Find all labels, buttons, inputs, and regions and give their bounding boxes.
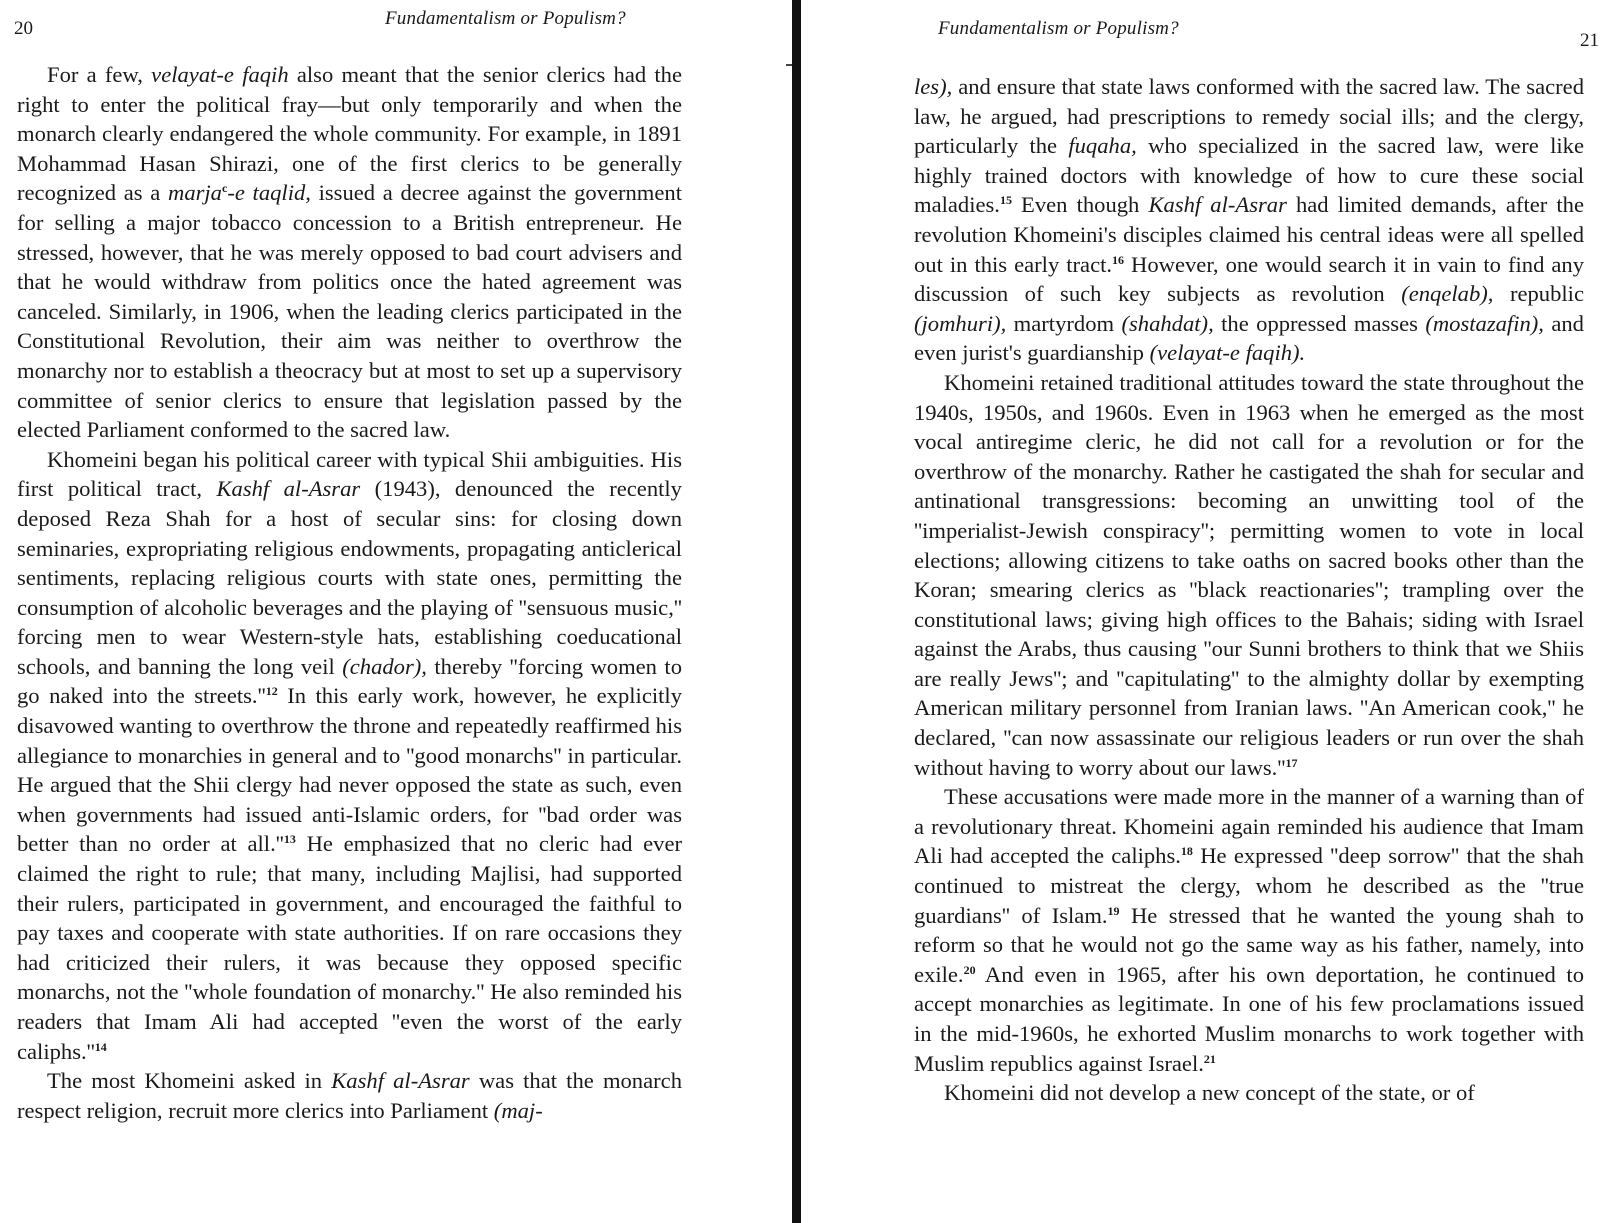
text-run: The most Khomeini asked in (47, 1068, 332, 1094)
text-run: and even jurist's guardianship (914, 310, 1584, 366)
italic-text: fuqaha, (1068, 133, 1137, 159)
text-run: also meant that the senior clerics had the right to enter the political fray—but only temporarily and when the monarch clearly endangered the whole community. For example, in 1891 Mohammad Hasan Shirazi, one of the first clerics to be generally recognized as a (17, 62, 682, 206)
italic-text: les), (914, 74, 953, 99)
italic-text: Kashf al-Asrar (216, 476, 361, 502)
italic-text: (velayat-e faqih). (1149, 340, 1306, 366)
paragraph (914, 1078, 1584, 1108)
footnote-ref: 20 (963, 962, 976, 977)
running-head: Fundamentalism or Populism? (938, 18, 1179, 39)
footnote-ref: 18 (1180, 844, 1193, 859)
text-run: Khomeini retained traditional attitudes toward the state throughout the 1940s, 1950s, and 1960s. Even in 1963 when he emerged as the most vocal antiregime cleric, he did not call for a revolution or for the overthrow of the monarchy. Rather he castigated the shah for secular and antinational transgressions: becoming an unwitting tool of the ''imperialist-Jewish conspiracy''; permitting women to vote in local elections; allowing citizens to take oaths on sacred books other than the Koran; smearing clerics as ''black reactionaries''; trampling over the constitutional laws; giving high offices to the Bahais; siding with Israel against the Arabs, thus causing ''our Sunni brothers to think that we Shiis are really Jews''; and ''capitulating'' to the almighty dollar by exempting American military personnel from Iranian laws. ''An American cook,'' he declared, ''can now assassinate our religious leaders or run over the shah without having to worry about our laws.'' (914, 369, 1584, 780)
text-run: Even though (1011, 192, 1149, 218)
footnote-ref: 13 (283, 832, 296, 847)
italic-text: -e taqlid, (227, 180, 311, 206)
italic-text: velayat-e faqih (151, 62, 289, 87)
footnote-ref: 12 (265, 684, 278, 699)
italic-text: (enqelab), (1401, 281, 1494, 307)
text-run: In this early work, however, he explicitly disavowed wanting to overthrow the throne and repeatedly reaffirmed his allegiance to monarchies in general and to ''good monarchs'' in particular. He argued that the Shii clergy had never opposed the state as such, even when governments had issued anti-Islamic orders, for ''bad order was better than no order at all.'' (17, 683, 682, 857)
text-run: For a few, (47, 62, 152, 87)
book-gutter (792, 0, 801, 1223)
paragraph (914, 72, 1584, 368)
text-run: who specialized in the sacred law, were like highly trained doctors with knowledge of how to cure these social maladies. (914, 133, 1584, 218)
text-run: the oppressed masses (1213, 310, 1426, 336)
left-page (0, 0, 790, 1223)
footnote-ref: 16 (1112, 252, 1125, 267)
text-run: issued a decree against the government for selling a major tobacco concession to a British entrepreneur. He stressed, however, that he was merely opposed to bad court advisers and that he would withdraw from politics once the hated agreement was canceled. Similarly, in 1906, when the leading clerics participated in the Constitutional Revolution, their aim was neither to overthrow the monarchy nor to establish a theocracy but at most to set up a supervisory committee of senior clerics to ensure that legislation passed by the elected Parliament conformed to the sacred law. (17, 180, 682, 443)
text-run: republic (1493, 281, 1584, 307)
italic-text: (chador), (342, 653, 427, 679)
italic-text: (maj- (493, 1097, 543, 1123)
paragraph (914, 368, 1584, 782)
text-run: However, one would search it in vain to find any discussion of such key subjects as revolution (914, 251, 1584, 307)
text-run: Khomeini began his political career with typical Shii ambiguities. His first political tract, (17, 446, 682, 502)
right-page (808, 0, 1614, 1223)
footnote-ref: 17 (1285, 755, 1298, 770)
page-number: 21 (1580, 30, 1599, 51)
page-number: 20 (14, 18, 33, 39)
running-head: Fundamentalism or Populism? (385, 8, 626, 29)
body-text (17, 60, 682, 1125)
body-text (914, 72, 1584, 1108)
text-run: and ensure that state laws conformed with the sacred law. The sacred law, he argued, had prescriptions to remedy social ills; and the clergy, particularly the (914, 74, 1584, 159)
italic-text: (shahdat), (1121, 310, 1214, 336)
text-run: (1943), denounced the recently deposed Reza Shah for a host of secular sins: for closing down seminaries, expropriating religious endowments, propagating anticlerical sentiments, replacing religious courts with state ones, permitting the consumption of alcoholic beverages and the playing of ''sensuous music,'' forcing men to wear Western-style hats, establishing coeducational schools, and banning the long veil (17, 476, 682, 679)
italic-text: Kashf al-Asrar (1148, 192, 1287, 218)
text-run: He emphasized that no cleric had ever claimed the right to rule; that many, including Majlisi, had supported their rulers, participated in government, and encouraged the faithful to pay taxes and cooperate with state authorities. If on rare occasions they had criticized their rulers, it was because they opposed specific monarchs, not the ''whole foundation of monarchy.'' He also reminded his readers that Imam Ali had accepted ''even the worst of the early caliphs.'' (17, 831, 682, 1064)
text-run: These accusations were made more in the manner of a warning than of a revolutionary threat. Khomeini again reminded his audience that Imam Ali had accepted the caliphs. (914, 784, 1584, 869)
footnote-ref: 21 (1203, 1051, 1216, 1066)
paragraph (914, 782, 1584, 1078)
text-run: martyrdom (1006, 310, 1122, 336)
text-run: had limited demands, after the revolution Khomeini's disciples claimed his central ideas were all spelled out in this early tract. (914, 192, 1584, 277)
footnote-ref: c (221, 181, 228, 196)
footnote-ref: 19 (1107, 903, 1120, 918)
italic-text: (mostazafin), (1425, 310, 1544, 336)
text-run: He expressed ''deep sorrow'' that the shah continued to mistreat the clergy, whom he described as the ''true guardians'' of Islam. (914, 843, 1584, 928)
paragraph (17, 1066, 682, 1125)
paragraph (17, 60, 682, 445)
text-run: Khomeini did not develop a new concept of the state, or of (944, 1080, 1475, 1106)
italic-text: marja (168, 180, 222, 206)
text-run: thereby ''forcing women to go naked into the streets.'' (17, 653, 682, 709)
text-run: He stressed that he wanted the young shah to reform so that he would not go the same way as his father, namely, into exile. (914, 902, 1584, 987)
italic-text: Kashf al-Asrar (331, 1068, 470, 1094)
italic-text: (jomhuri), (914, 310, 1007, 336)
text-run: And even in 1965, after his own deportation, he continued to accept monarchies as legitimate. In one of his few proclamations issued in the mid-1960s, he exhorted Muslim monarchs to work together with Muslim republics against Israel. (914, 961, 1584, 1076)
text-run: was that the monarch respect religion, recruit more clerics into Parliament (17, 1068, 682, 1123)
paragraph (17, 445, 682, 1066)
footnote-ref: 15 (999, 193, 1012, 208)
footnote-ref: 14 (94, 1039, 107, 1054)
